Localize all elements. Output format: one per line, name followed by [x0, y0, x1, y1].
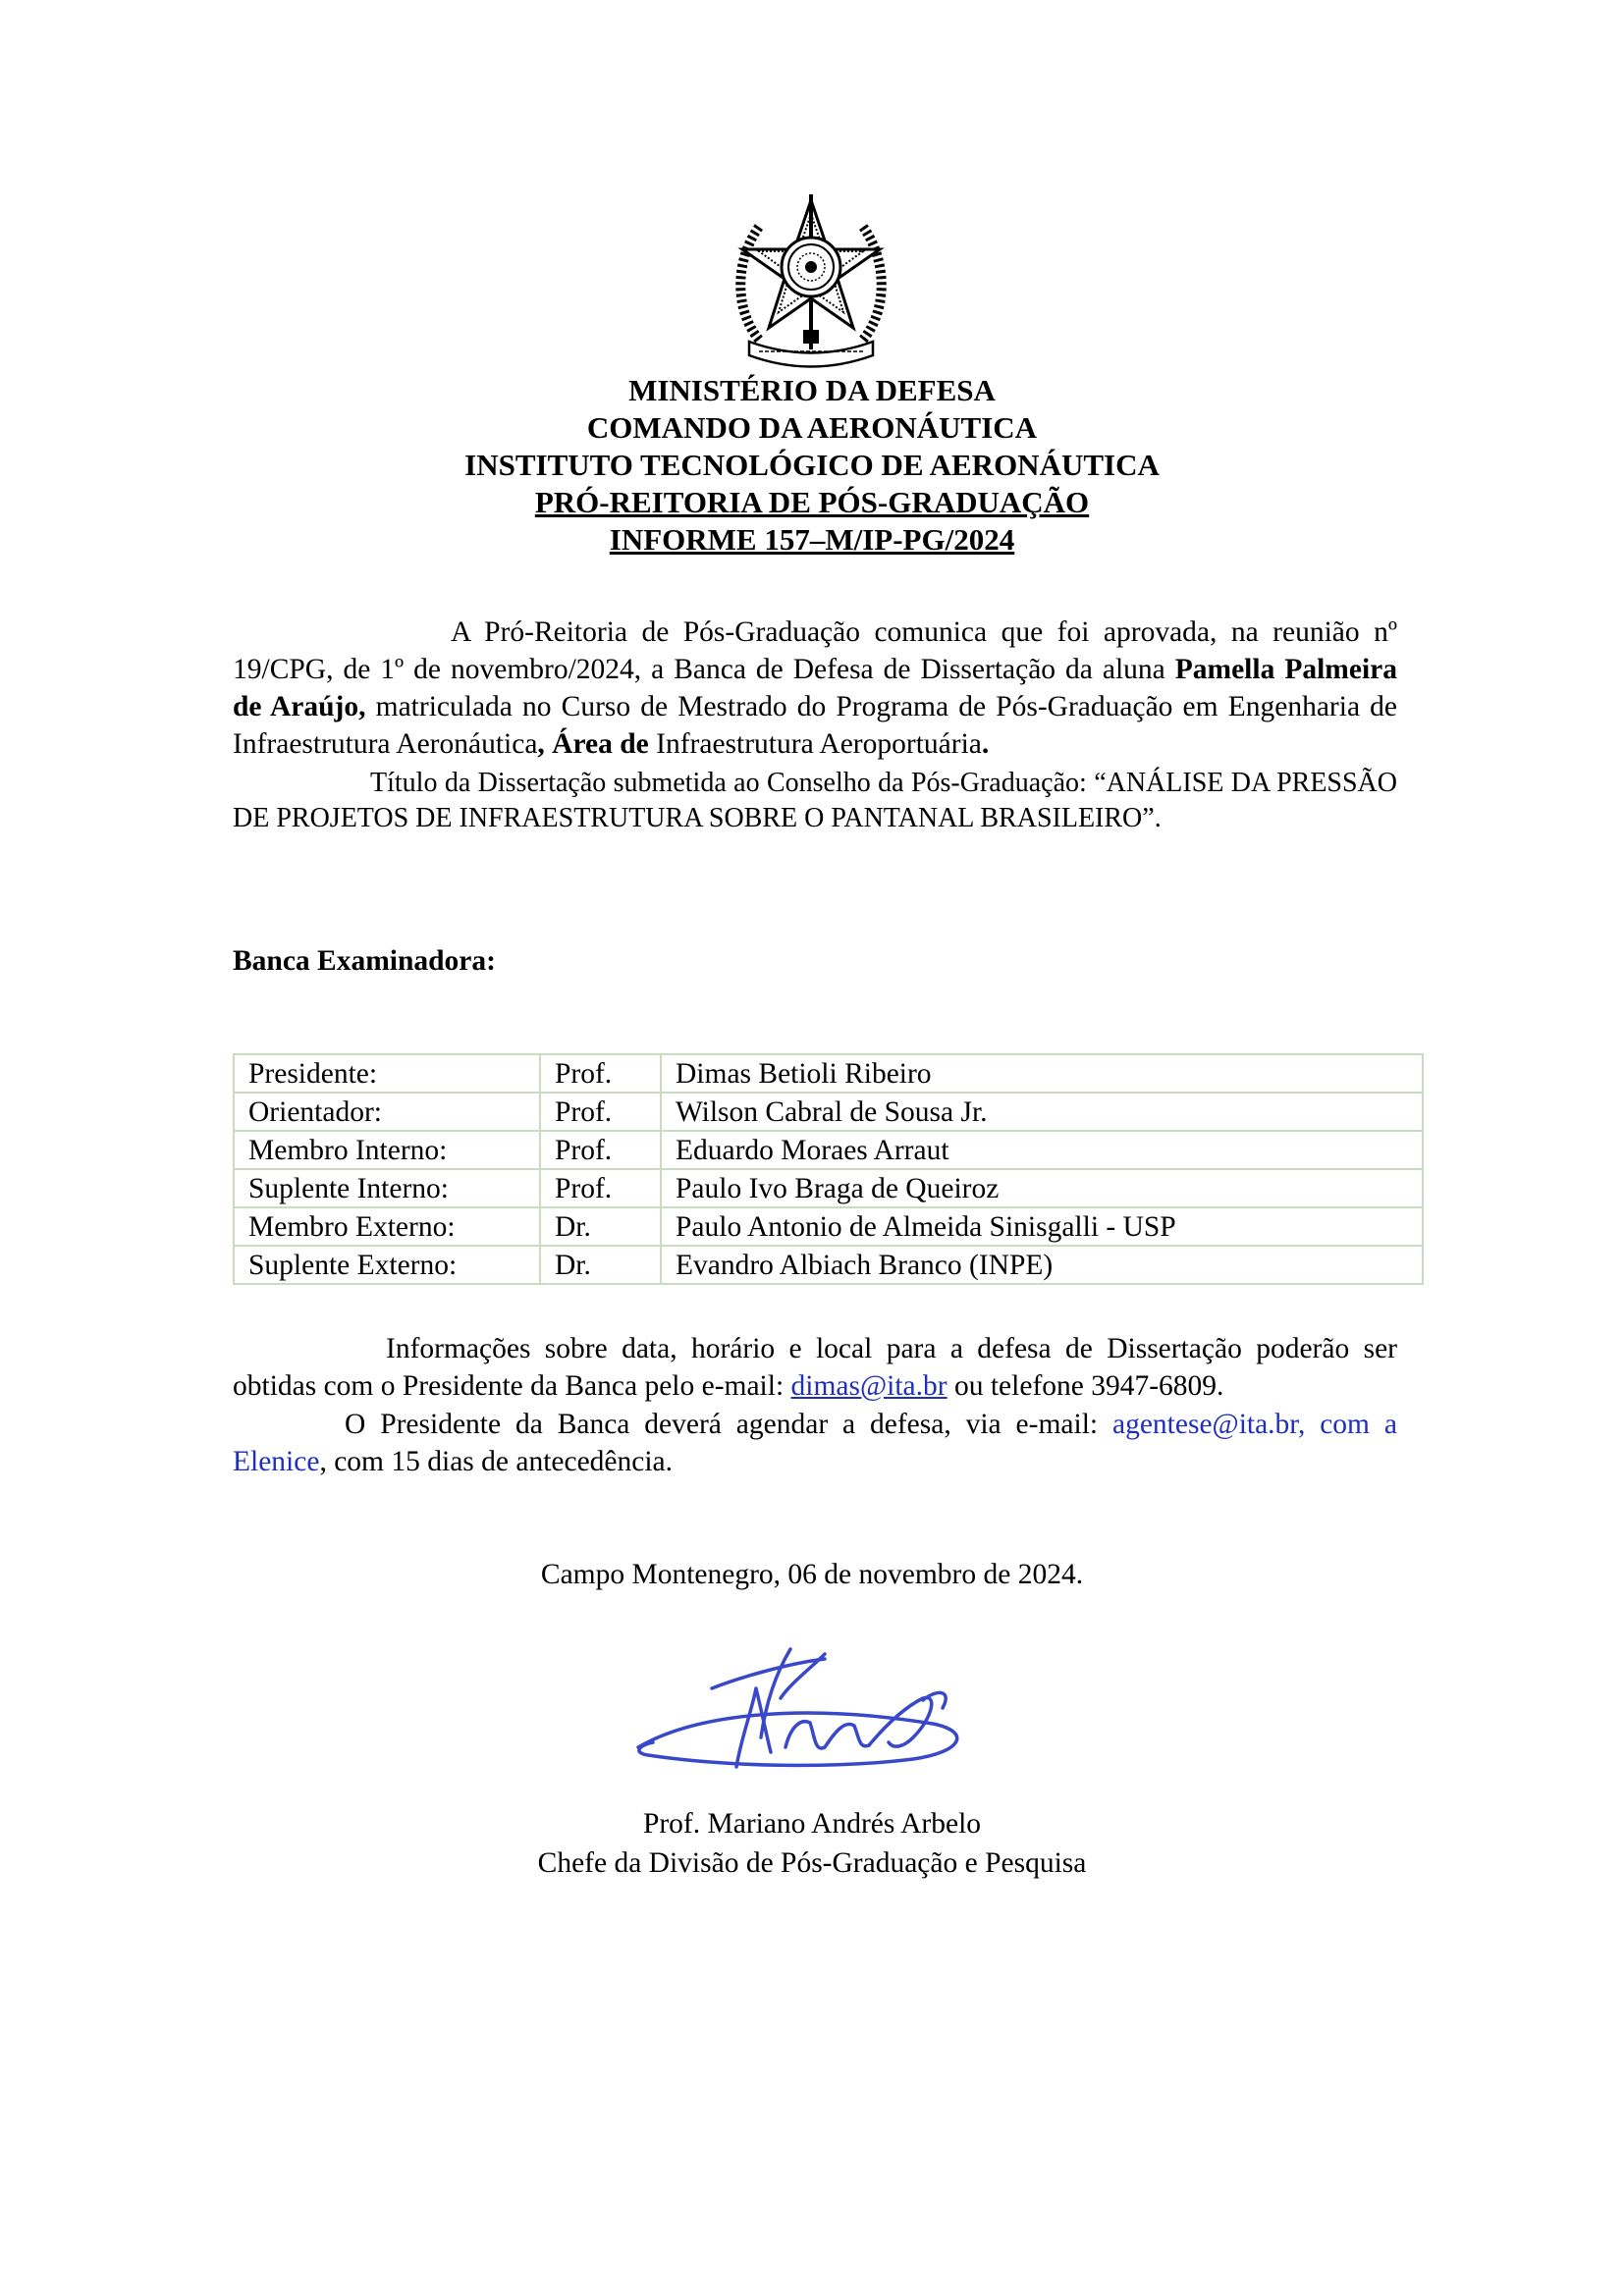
info-text-a: Informações sobre data, horário e local para a defesa de Dissertação poderão ser obtidas com o Presidente da Banca pelo e-mail: — [233, 1333, 1397, 1402]
committee-role: Membro Externo: — [234, 1207, 540, 1246]
committee-name: Evandro Albiach Branco (INPE) — [661, 1246, 1423, 1284]
table-row — [234, 1093, 1423, 1131]
signer-block — [0, 1804, 1624, 1883]
committee-name: Paulo Ivo Braga de Queiroz — [661, 1169, 1423, 1207]
info-text-b: ou telefone 3947-6809. — [947, 1370, 1224, 1402]
committee-title: Dr. — [540, 1246, 661, 1284]
title-lead: Título da Dissertação submetida ao Conselho da Pós-Graduação: — [370, 768, 1095, 798]
intro-text-c: Infraestrutura Aeroportuária — [648, 728, 982, 760]
signer-position: Chefe da Divisão de Pós-Graduação e Pesquisa — [537, 1847, 1087, 1879]
intro-text-b: matriculada no Curso de Mestrado do Programa de Pós-Graduação em Engenharia de Infraestrutura Aeronáutica — [233, 691, 1398, 760]
committee-table — [233, 1053, 1424, 1285]
schedule-text-a: O Presidente da Banca deverá agendar a defesa, via e-mail: — [345, 1409, 1112, 1440]
table-row — [234, 1131, 1423, 1169]
dean-office-line: PRÓ-REITORIA DE PÓS-GRADUAÇÃO — [534, 485, 1090, 519]
president-email-link[interactable]: dimas@ita.br — [790, 1370, 947, 1402]
institute-line: INSTITUTO TECNOLÓGICO DE AERONÁUTICA — [464, 448, 1160, 482]
committee-title: Prof. — [540, 1131, 661, 1169]
student-name: Pamella Palmeira de Araújo, — [233, 654, 1397, 722]
command-line: COMANDO DA AERONÁUTICA — [586, 410, 1038, 445]
agentese-email-link[interactable]: agentese@ita.br, com a Elenice — [233, 1409, 1397, 1477]
committee-role: Presidente: — [234, 1054, 540, 1093]
info-paragraph — [233, 1330, 1397, 1405]
committee-role: Membro Interno: — [234, 1131, 540, 1169]
committee-role: Orientador: — [234, 1093, 540, 1131]
committee-name: Wilson Cabral de Sousa Jr. — [661, 1093, 1423, 1131]
committee-role: Suplente Externo: — [234, 1246, 540, 1284]
committee-name: Dimas Betioli Ribeiro — [661, 1054, 1423, 1093]
intro-paragraph — [233, 614, 1397, 763]
committee-heading: Banca Examinadora: — [233, 945, 496, 977]
table-row — [234, 1054, 1423, 1093]
place-and-date: Campo Montenegro, 06 de novembro de 2024. — [540, 1559, 1084, 1590]
schedule-paragraph — [233, 1406, 1397, 1480]
signature-icon — [619, 1629, 1011, 1787]
intro-end: . — [981, 728, 990, 760]
table-row — [234, 1169, 1423, 1207]
committee-name: Eduardo Moraes Arraut — [661, 1131, 1423, 1169]
table-row — [234, 1246, 1423, 1284]
committee-name: Paulo Antonio de Almeida Sinisgalli - USP — [661, 1207, 1423, 1246]
dissertation-title: “ANÁLISE DA PRESSÃO DE PROJETOS DE INFRAESTRUTURA SOBRE O PANTANAL BRASILEIRO”. — [233, 768, 1398, 833]
committee-title: Dr. — [540, 1207, 661, 1246]
intro-text-a: A Pró-Reitoria de Pós-Graduação comunica que foi aprovada, na reunião nº 19/CPG, de 1º de novembro/2024, a Banca de Defesa de Dissertação da aluna — [233, 616, 1397, 685]
committee-title: Prof. — [540, 1054, 661, 1093]
title-paragraph — [233, 766, 1397, 836]
committee-title: Prof. — [540, 1093, 661, 1131]
schedule-text-b: , com 15 dias de antecedência. — [319, 1446, 674, 1477]
document-header — [0, 372, 1624, 559]
committee-role: Suplente Interno: — [234, 1169, 540, 1207]
brazil-coat-of-arms-icon — [730, 192, 893, 375]
ministry-line: MINISTÉRIO DA DEFESA — [628, 373, 996, 407]
committee-title: Prof. — [540, 1169, 661, 1207]
signer-name: Prof. Mariano Andrés Arbelo — [642, 1808, 982, 1840]
report-number: INFORME 157–M/IP-PG/2024 — [609, 522, 1015, 557]
table-row — [234, 1207, 1423, 1246]
area-label: , Área de — [537, 728, 649, 760]
